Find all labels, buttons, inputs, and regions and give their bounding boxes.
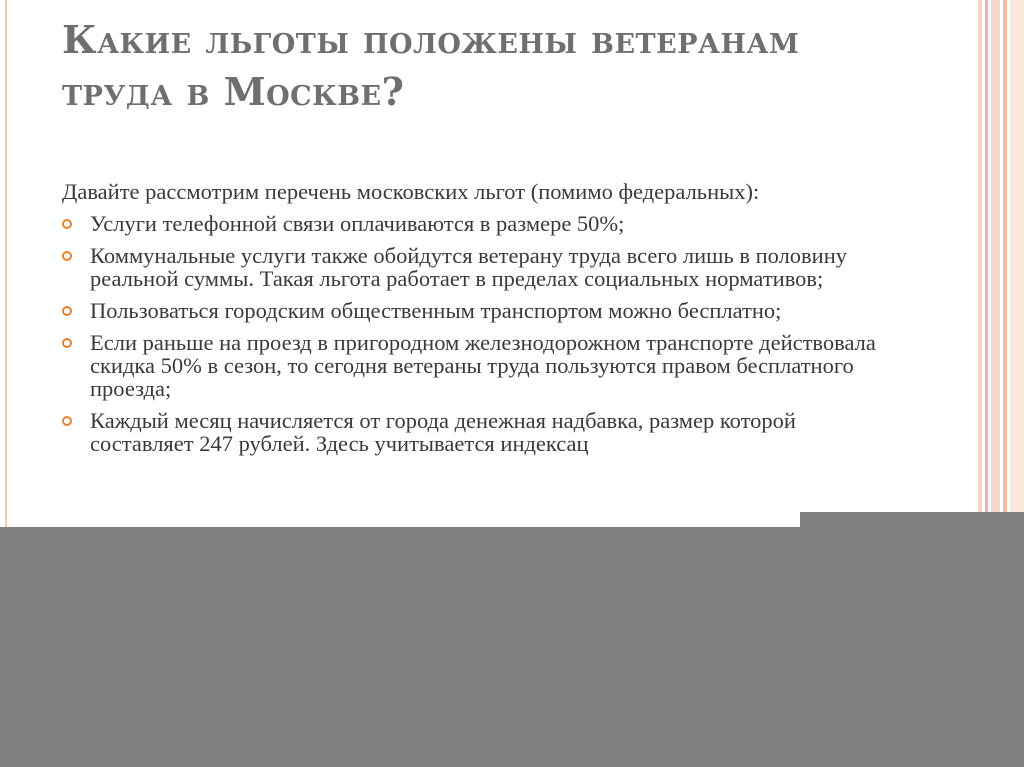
list-item xyxy=(62,212,902,235)
bullet-list xyxy=(62,212,902,455)
list-item xyxy=(62,244,902,290)
slide-content xyxy=(62,180,902,464)
gray-overlay-step xyxy=(800,512,1024,528)
bullet-circle-icon xyxy=(62,251,72,261)
bullet-circle-icon xyxy=(62,338,72,348)
list-item-text: Если раньше на проезд в пригородном железнодорожном транспорте действовала скидка 50% в сезон, то сегодня ветераны труда пользуются правом бесплатного проезда; xyxy=(90,330,876,401)
list-item xyxy=(62,409,902,455)
gray-overlay xyxy=(0,527,1024,767)
intro-text: Давайте рассмотрим перечень московских льгот (помимо федеральных): xyxy=(62,179,760,204)
list-item-text: Каждый месяц начисляется от города денежная надбавка, размер которой составляет 247 рублей. Здесь учитывается индексац xyxy=(90,408,796,456)
list-item-text: Услуги телефонной связи оплачиваются в размере 50%; xyxy=(90,211,625,236)
bullet-circle-icon xyxy=(62,306,72,316)
list-item xyxy=(62,299,902,322)
list-item xyxy=(62,331,902,400)
list-item-text: Пользоваться городским общественным транспортом можно бесплатно; xyxy=(90,298,782,323)
list-item-text: Коммунальные услуги также обойдутся ветерану труда всего лишь в половину реальной суммы. Такая льгота работает в пределах социальных нормативов; xyxy=(90,243,848,291)
bullet-circle-icon xyxy=(62,219,72,229)
slide-title: Какие льготы положены ветеранам труда в Москве? xyxy=(62,17,800,114)
bullet-circle-icon xyxy=(62,416,72,426)
